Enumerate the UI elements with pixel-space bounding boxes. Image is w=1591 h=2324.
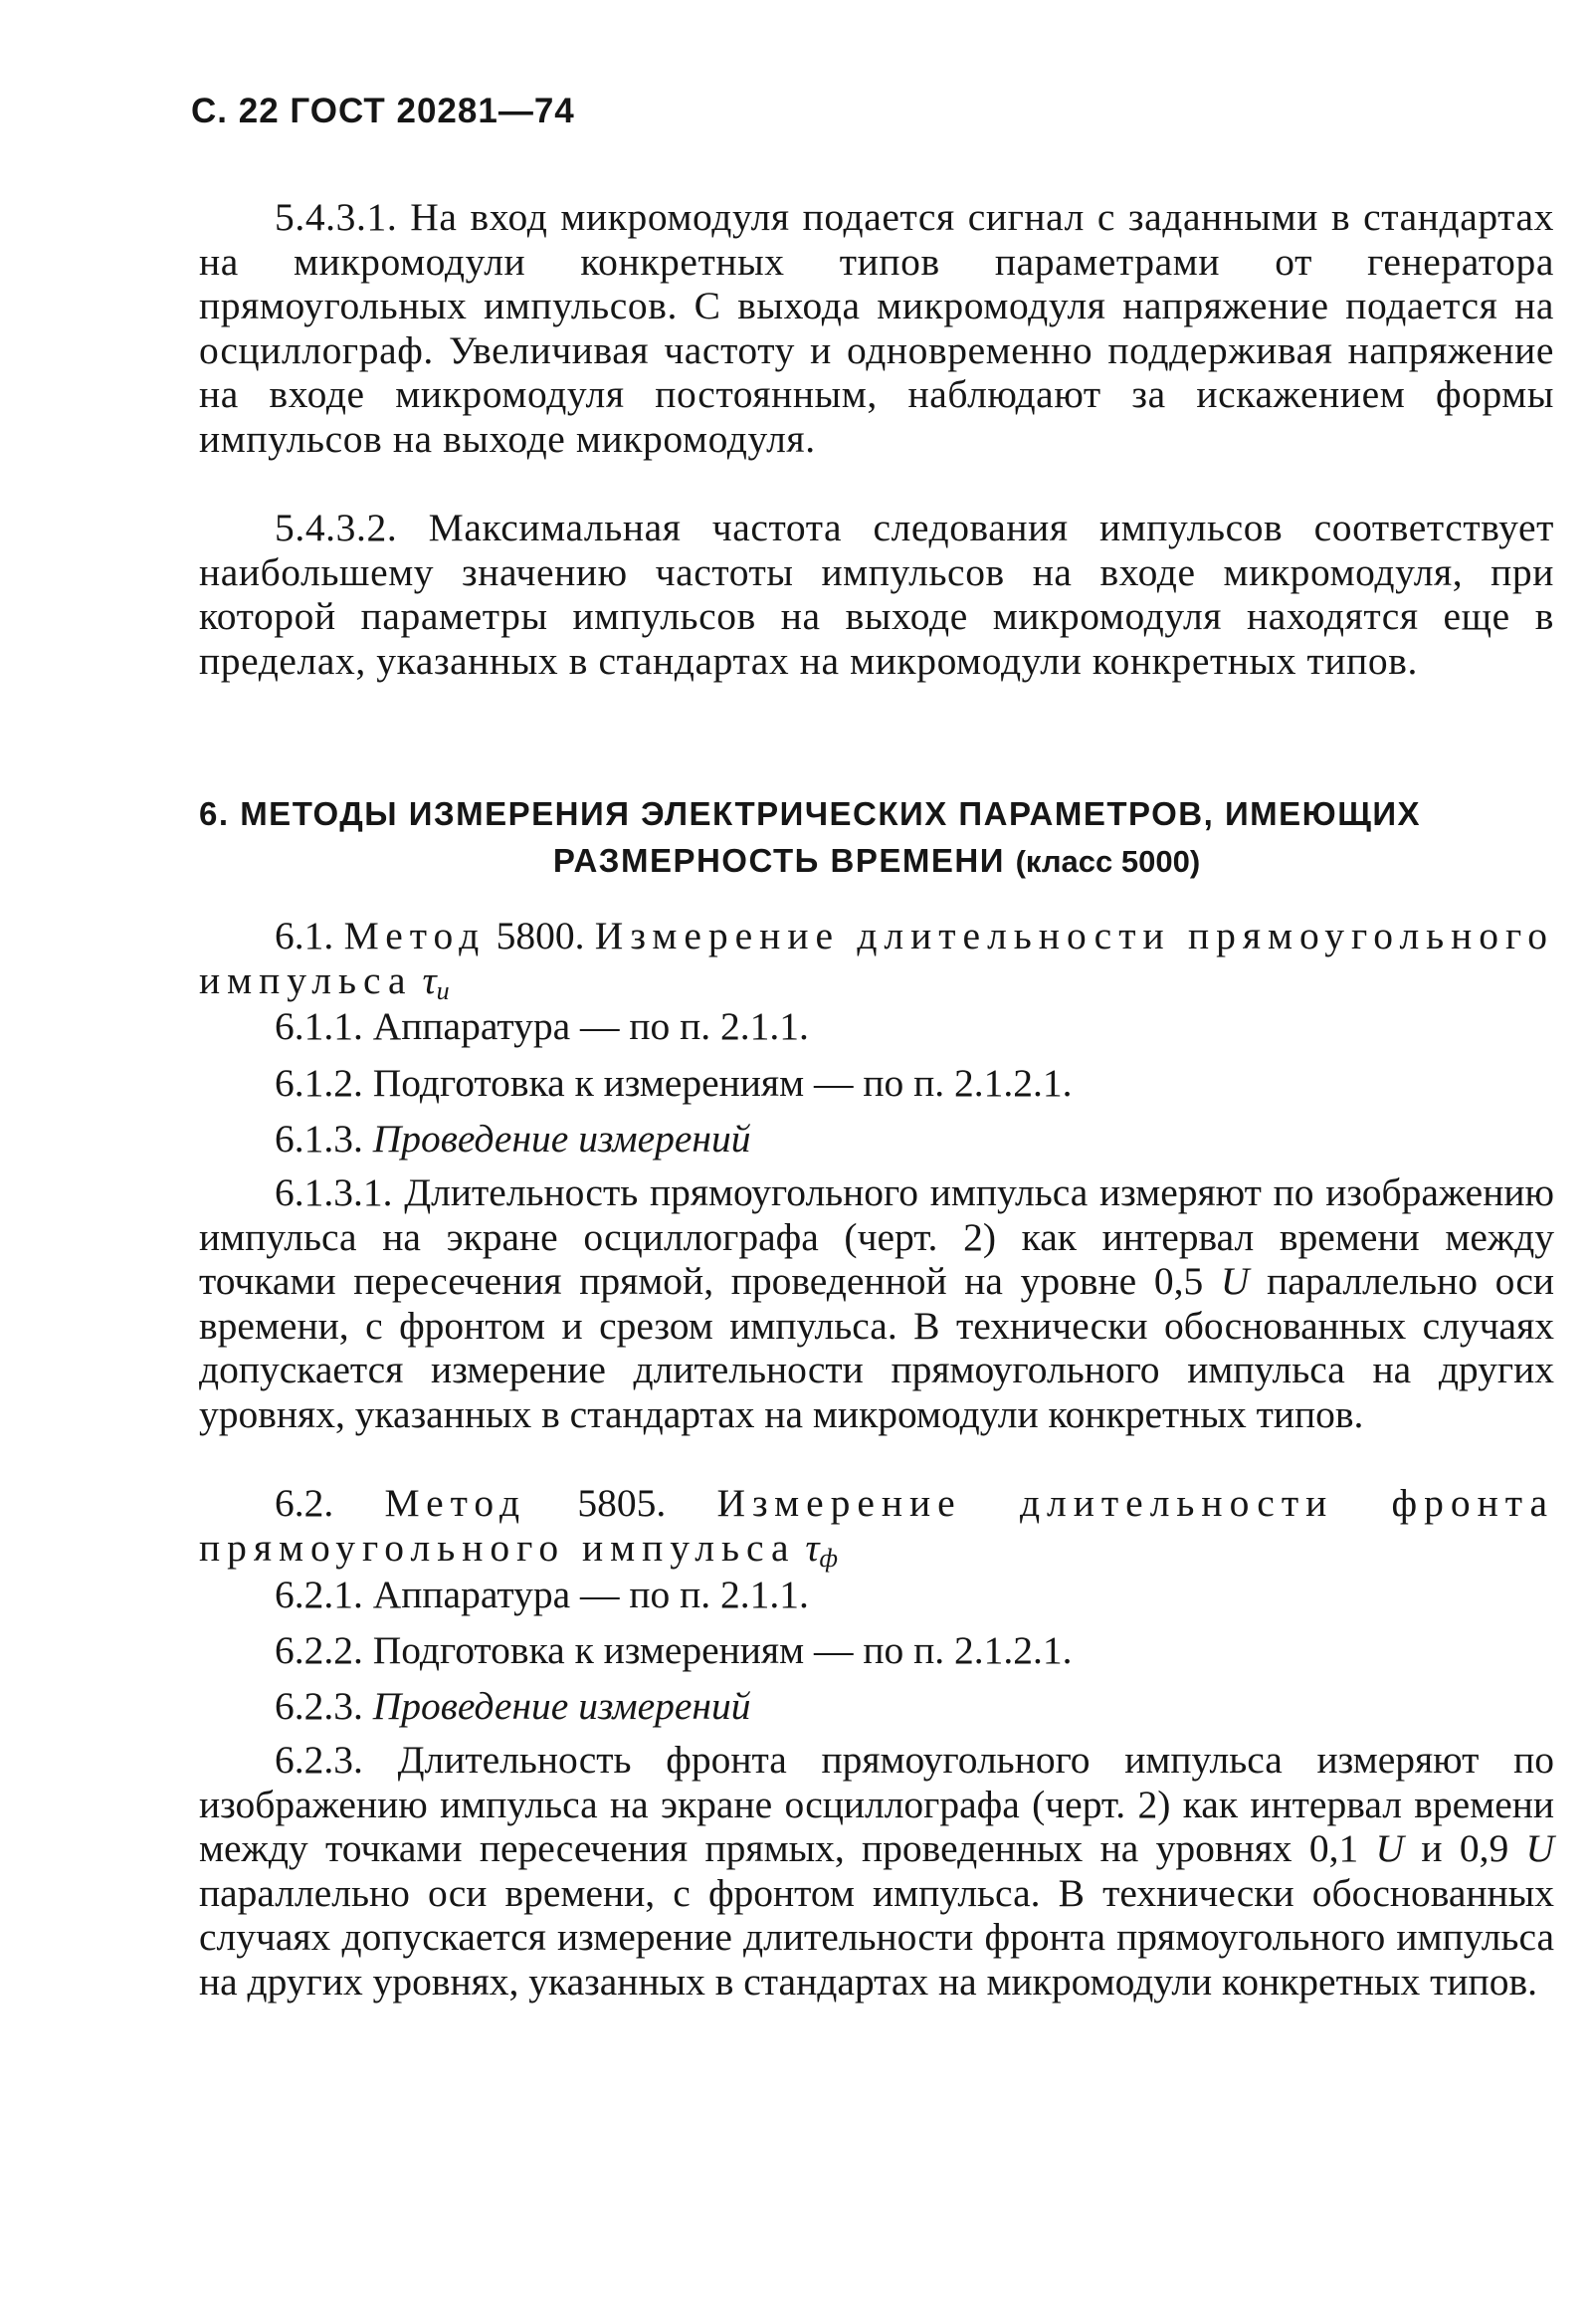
method-5805-title: 6.2. Метод 5805. Измерение длительности фронта прямоугольного импульса $\tau_ф$	[199, 1481, 1555, 1573]
section-heading-line1: 6. МЕТОДЫ ИЗМЕРЕНИЯ ЭЛЕКТРИЧЕСКИХ ПАРАМЕТРОВ, ИМЕЮЩИХ	[199, 795, 1422, 832]
item-6-1-3: 6.1.3. Проведение измерений	[275, 1117, 751, 1161]
item-6-1-2: 6.1.2. Подготовка к измерениям — по п. 2.1.2.1.	[275, 1061, 1073, 1105]
paragraph-6-2-3: 6.2.3. Длительность фронта прямоугольного импульса измеряют по изображению импульса на экране осциллографа (черт. 2) как интервал времени между точками пересечения прямых, проведенных на уровнях 0,1 U и 0,9 U параллельно оси времени, с фронтом импульса. В технически обоснованных случаях допускается измерение длительности фронта прямоугольного импульса на других уровнях, указанных в стандартах на микромодули конкретных типов.	[199, 1738, 1555, 2004]
item-6-2-1: 6.2.1. Аппаратура — по п. 2.1.1.	[275, 1573, 809, 1616]
item-6-2-2: 6.2.2. Подготовка к измерениям — по п. 2.1.2.1.	[275, 1628, 1073, 1672]
method-5800-title: 6.1. Метод 5800. Измерение длительности прямоугольного импульса $\tau_и$	[199, 914, 1555, 1005]
section-heading-line2: РАЗМЕРНОСТЬ ВРЕМЕНИ	[552, 842, 1005, 879]
paragraph-5-4-3-2: 5.4.3.2. Максимальная частота следования импульсов соответствует наибольшему значению частоты импульсов на входе микромодуля, при которой параметры импульсов на выходе микромодуля находятся еще в пределах, указанных в стандартах на микромодули конкретных типов.	[199, 506, 1554, 683]
item-6-2-3: 6.2.3. Проведение измерений	[275, 1684, 751, 1728]
paragraph-5-4-3-1: 5.4.3.1. На вход микромодуля подается сигнал с заданными в стандартах на микромодули конкретных типов параметрами от генератора прямоугольных импульсов. С выхода микромодуля напряжение подается на осциллограф. Увеличивая частоту и одновременно поддерживая напряжение на входе микромодуля постоянным, наблюдают за искажением формы импульсов на выходе микромодуля.	[199, 195, 1554, 461]
section-heading-class: (класс 5000)	[1015, 844, 1201, 879]
tau-symbol: τ	[805, 1525, 820, 1570]
tau-symbol: τ	[422, 957, 437, 1002]
section-heading	[199, 790, 1554, 885]
item-6-1-1: 6.1.1. Аппаратура — по п. 2.1.1.	[275, 1004, 809, 1048]
page-header: С. 22 ГОСТ 20281—74	[191, 92, 575, 130]
paragraph-6-1-3-1: 6.1.3.1. Длительность прямоугольного импульса измеряют по изображению импульса на экране осциллографа (черт. 2) как интервал времени между точками пересечения прямой, проведенной на уровне 0,5 U параллельно оси времени, с фронтом и срезом импульса. В технически обоснованных случаях допускается измерение длительности прямоугольного импульса на других уровнях, указанных в стандартах на микромодули конкретных типов.	[199, 1170, 1555, 1436]
